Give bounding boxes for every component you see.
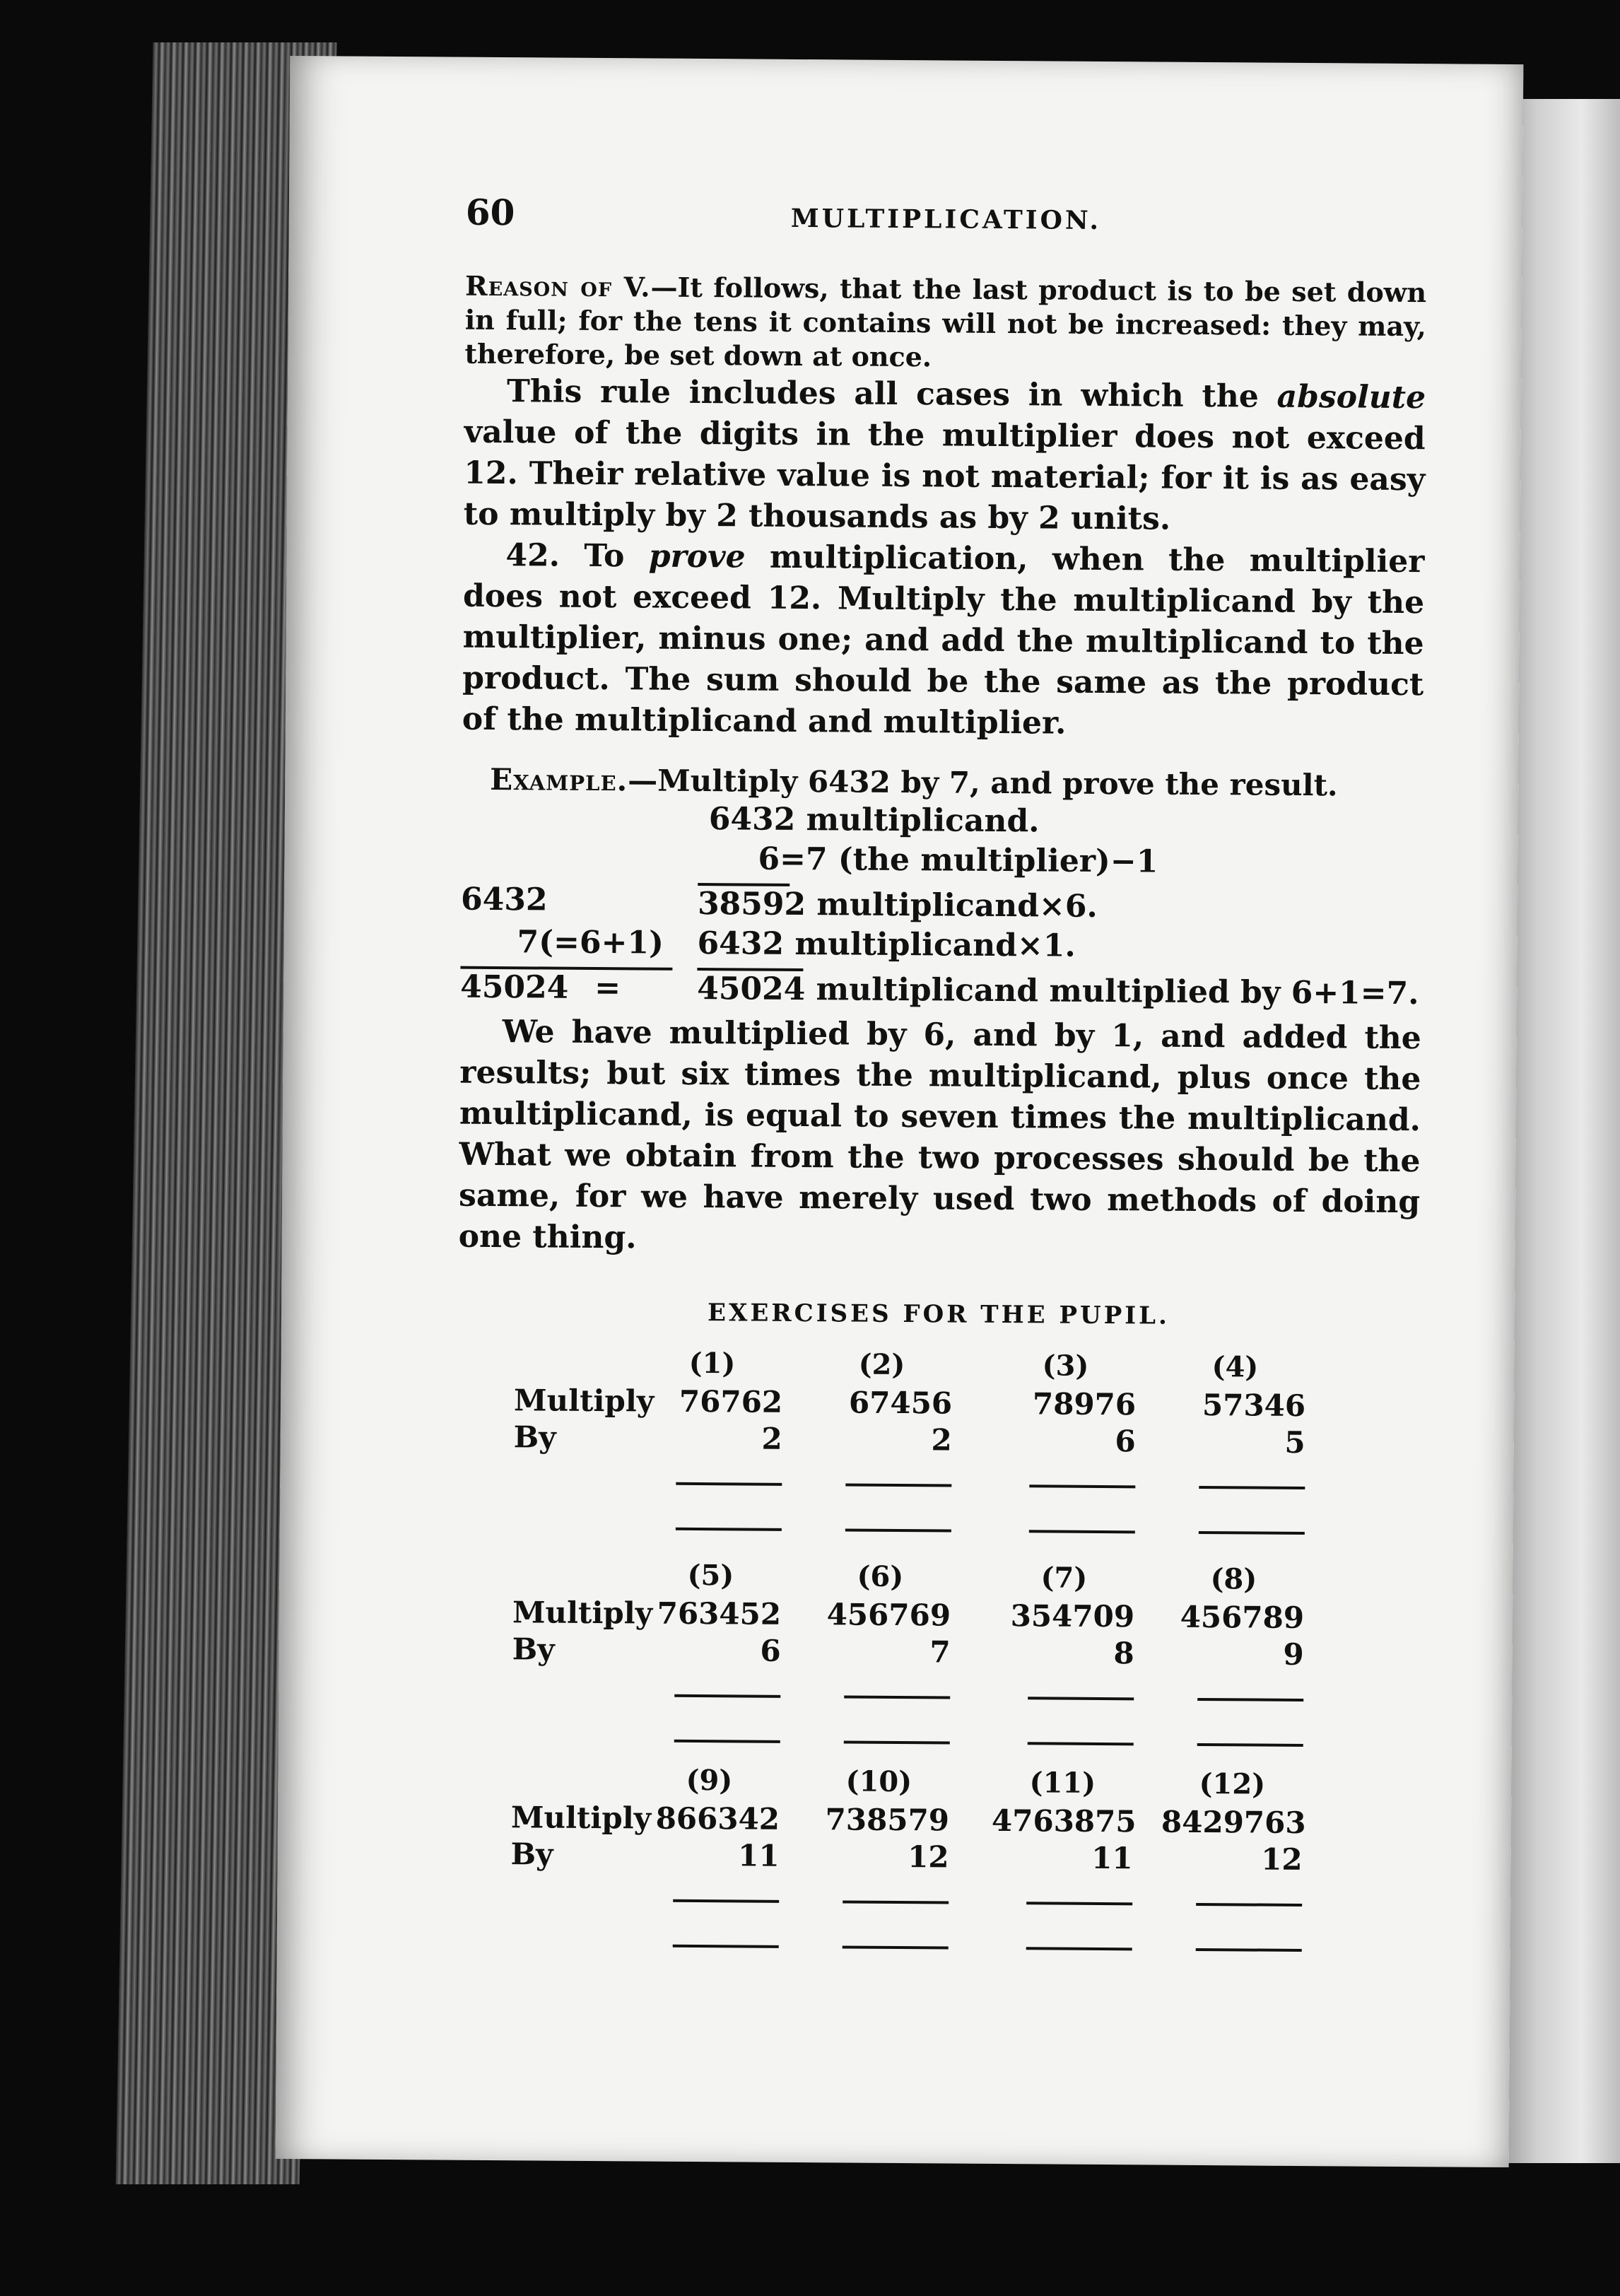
running-head: MULTIPLICATION.: [790, 203, 1102, 235]
exercise-problem: [809, 1559, 951, 1744]
answer-line: [1028, 1742, 1134, 1745]
work-left-multiplicand: 6432: [460, 881, 548, 918]
row-labels: [512, 1594, 652, 1668]
exercise-multiplier: 6: [1115, 1424, 1136, 1459]
exercise-multiplicand: 738579: [825, 1802, 950, 1838]
prove-emphasis: prove: [648, 538, 746, 575]
answer-line: [674, 1740, 780, 1743]
work-line-multiplier-minus-one: 6=7 (the multiplier)−1: [758, 840, 1158, 880]
by-label: By: [510, 1837, 553, 1872]
exercise-multiplicand: 456789: [1180, 1599, 1305, 1636]
answer-line: [1026, 1947, 1132, 1950]
by-label: By: [513, 1419, 556, 1455]
multiply-label: Multiply: [510, 1800, 652, 1836]
exercise-multiplier: 12: [1261, 1841, 1303, 1878]
conclusion-paragraph: We have multiplied by 6, and by 1, and added the results; but six times the multiplicand, plus once the multiplicand, is equal to seven times the multiplicand. What we obtain from the two processes should be the same, for we have merely used two methods of doing one thing.: [458, 1014, 1421, 1256]
work-equals-sign: =: [594, 969, 621, 1007]
exercise-number: (12): [1199, 1767, 1266, 1801]
exercise-multiplicand: 57346: [1202, 1388, 1306, 1424]
exercise-multiplicand: 866342: [655, 1800, 780, 1837]
exercise-row: [454, 1762, 1416, 1967]
example-heading: [462, 760, 1423, 806]
exercise-row: [457, 1345, 1419, 1550]
rule-emphasis: absolute: [1276, 378, 1426, 416]
exercise-problem: [638, 1763, 780, 1948]
exercise-row: [455, 1557, 1418, 1762]
rule-text-after: value of the digits in the multiplier does not exceed 12. Their relative value is not material; for it is as easy to multiply by 2 thousands as by 2 units.: [463, 414, 1426, 537]
exercise-number: (9): [686, 1763, 733, 1798]
row-labels: [510, 1799, 651, 1873]
exercise-number: (11): [1029, 1766, 1096, 1800]
exercise-multiplier: 11: [738, 1838, 780, 1873]
exercise-problem: [992, 1561, 1135, 1745]
exercise-problem: [1161, 1767, 1306, 1952]
answer-line: [844, 1740, 950, 1744]
work-line-multiplicand: 6432 multiplicand.: [708, 801, 1040, 840]
example-label: Example.: [490, 761, 628, 798]
answer-line: [1196, 1948, 1302, 1952]
exercise-multiplier: 6: [760, 1633, 781, 1668]
work-left-multiplier: 7(=6+1): [517, 924, 664, 961]
answer-line: [843, 1945, 949, 1949]
exercise-multiplier: 11: [1091, 1840, 1133, 1876]
exercise-problem: [807, 1764, 950, 1949]
answer-line: [1197, 1698, 1303, 1702]
exercise-problem: [1163, 1350, 1306, 1535]
answer-line: [1197, 1743, 1303, 1747]
exercise-multiplicand: 354709: [1010, 1598, 1135, 1634]
rule-text-before: This rule includes all cases in which the: [506, 373, 1277, 415]
answer-line: [676, 1482, 782, 1486]
answer-line: [845, 1528, 951, 1532]
answer-line: [1199, 1486, 1305, 1489]
by-label: By: [512, 1632, 555, 1667]
answer-line: [1029, 1530, 1135, 1533]
multiply-label: Multiply: [513, 1383, 655, 1419]
exercise-multiplier: 12: [908, 1839, 949, 1875]
exercise-multiplicand: 67456: [848, 1385, 953, 1421]
page-number: 60: [465, 191, 515, 234]
book-page: [276, 56, 1524, 2167]
answer-line: [843, 1900, 949, 1904]
exercise-multiplier: 5: [1284, 1424, 1305, 1460]
rule-paragraph: [464, 371, 1426, 541]
answer-line: [673, 1899, 779, 1903]
exercise-number: (7): [1040, 1561, 1088, 1595]
example-text: —Multiply 6432 by 7, and prove the result.: [628, 763, 1338, 803]
exercise-problem: [1162, 1562, 1305, 1747]
row-labels: [514, 1382, 655, 1456]
answer-line: [1026, 1902, 1132, 1905]
answer-line: [1029, 1484, 1135, 1488]
answer-line: [844, 1695, 950, 1699]
prove-text-before: 42. To: [505, 537, 649, 575]
exercise-multiplier: 2: [931, 1422, 952, 1458]
page-header: [466, 192, 1427, 247]
exercise-number: (10): [845, 1764, 912, 1799]
multiply-label: Multiply: [512, 1595, 653, 1631]
exercise-number: (6): [857, 1559, 904, 1594]
work-line-product-one: 6432 multiplicand×1.: [697, 925, 1076, 964]
exercise-multiplicand: 763452: [657, 1595, 782, 1632]
reason-label: Reason of V.: [464, 269, 651, 303]
exercise-multiplicand: 76762: [679, 1383, 783, 1419]
exercise-problem: [640, 1346, 783, 1530]
example-worked-computation: [460, 800, 1423, 1018]
exercise-problem: [639, 1558, 782, 1742]
exercise-multiplicand: 456769: [826, 1597, 951, 1633]
exercise-multiplier: 2: [761, 1421, 782, 1456]
page-content: [454, 192, 1428, 1974]
exercise-problem: [991, 1766, 1137, 1950]
answer-line: [673, 1945, 779, 1948]
work-left-result: 45024: [460, 968, 569, 1006]
exercise-number: (3): [1042, 1349, 1089, 1383]
exercise-multiplicand: 78976: [1032, 1386, 1137, 1422]
answer-line: [676, 1528, 782, 1531]
exercise-problem: [810, 1347, 953, 1532]
exercise-multiplicand: 8429763: [1161, 1804, 1306, 1841]
reason-text: —It follows, that the last product is to be set down in full; for the tens it contains will not be increased: they may, therefore, be set down at once.: [464, 271, 1427, 373]
answer-line: [845, 1483, 951, 1487]
work-line-product-six: 38592 multiplicand×6.: [697, 886, 1098, 925]
exercise-number: (8): [1210, 1562, 1257, 1596]
exercises-table: [454, 1345, 1419, 1974]
answer-line: [1199, 1531, 1305, 1535]
answer-line: [1196, 1903, 1302, 1906]
exercise-number: (1): [688, 1346, 736, 1381]
exercise-number: (2): [858, 1347, 905, 1382]
exercise-problem: [994, 1349, 1137, 1533]
exercise-multiplier: 9: [1283, 1636, 1304, 1673]
exercise-multiplier: 8: [1113, 1636, 1134, 1671]
prove-text-after: multiplication, when the multiplier does not exceed 12. Multiply the multiplicand by the multiplier, minus one; and add the multiplicand to the product. The sum should be the same as the product of the multiplicand and multiplier.: [462, 539, 1425, 742]
exercise-number: (5): [687, 1558, 734, 1593]
exercise-multiplier: 7: [929, 1634, 951, 1670]
answer-line: [674, 1694, 780, 1698]
answer-line: [1028, 1697, 1134, 1700]
exercise-number: (4): [1211, 1350, 1259, 1384]
exercise-multiplicand: 4763875: [991, 1803, 1137, 1839]
exercises-title: EXERCISES FOR THE PUPIL.: [707, 1299, 1170, 1330]
prove-paragraph: [462, 535, 1425, 746]
reason-paragraph: [464, 269, 1426, 377]
work-line-result: 45024 multiplicand multiplied by 6+1=7.: [697, 970, 1419, 1012]
